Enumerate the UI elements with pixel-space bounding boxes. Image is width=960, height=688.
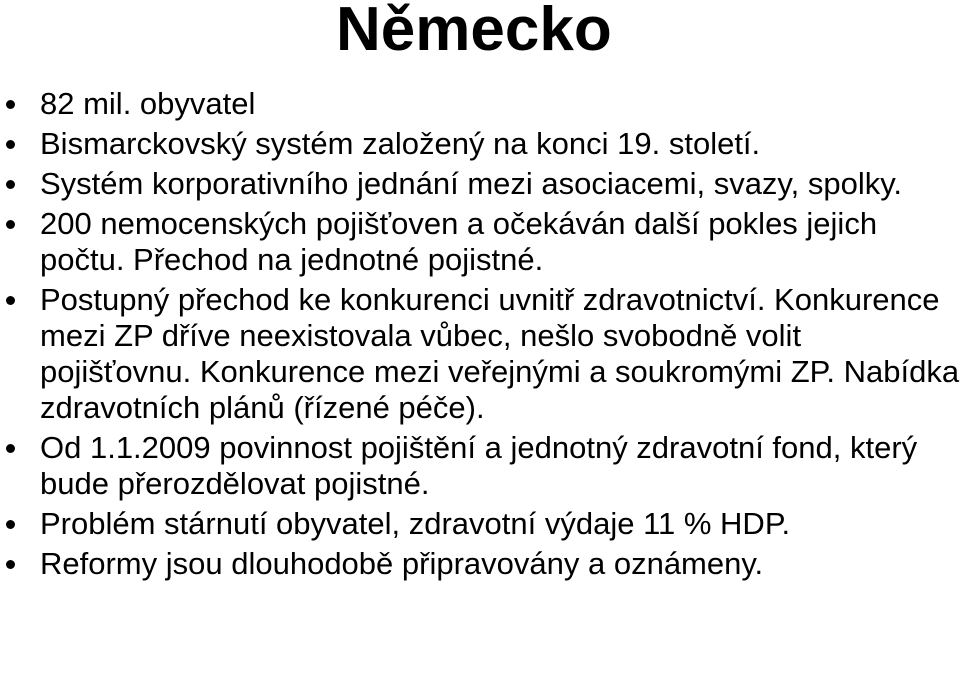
bullet-list bbox=[0, 86, 960, 586]
slide-title: Německo bbox=[336, 0, 612, 64]
bullet-text: 82 mil. obyvatel bbox=[40, 86, 256, 121]
bullet-text: Reformy jsou dlouhodobě připravovány a oznámeny. bbox=[40, 546, 764, 581]
bullet-text: Postupný přechod ke konkurenci uvnitř zdravotnictví. Konkurence mezi ZP dříve neexistovala vůbec, nešlo svobodně volit pojišťovnu. Konkurence mezi veřejnými a soukromými ZP. Nabídka zdravotních plánů (řízené péče). bbox=[40, 282, 960, 425]
bullet-dot-icon bbox=[6, 444, 15, 453]
bullet-text: Systém korporativního jednání mezi asociacemi, svazy, spolky. bbox=[40, 166, 903, 201]
bullet-item-ageing bbox=[0, 506, 960, 542]
bullet-dot-icon bbox=[6, 100, 15, 109]
bullet-dot-icon bbox=[6, 140, 15, 149]
bullet-dot-icon bbox=[6, 220, 15, 229]
bullet-item-reforms bbox=[0, 546, 960, 582]
bullet-dot-icon bbox=[6, 180, 15, 189]
bullet-dot-icon bbox=[6, 560, 15, 569]
bullet-item-corporative-system bbox=[0, 166, 960, 202]
bullet-item-mandatory-insurance bbox=[0, 430, 960, 502]
bullet-dot-icon bbox=[6, 296, 15, 305]
bullet-dot-icon bbox=[6, 520, 15, 529]
bullet-text: Bismarckovský systém založený na konci 19. století. bbox=[40, 126, 761, 161]
bullet-text: Problém stárnutí obyvatel, zdravotní výdaje 11 % HDP. bbox=[40, 506, 791, 541]
bullet-text: Od 1.1.2009 povinnost pojištění a jednotný zdravotní fond, který bude přerozdělovat pojistné. bbox=[40, 430, 918, 501]
bullet-item-insurers-count bbox=[0, 206, 960, 278]
bullet-item-competition bbox=[0, 282, 960, 426]
bullet-item-bismarck-system bbox=[0, 126, 960, 162]
bullet-item-population bbox=[0, 86, 960, 122]
bullet-text: 200 nemocenských pojišťoven a očekáván další pokles jejich počtu. Přechod na jednotné pojistné. bbox=[40, 206, 878, 277]
